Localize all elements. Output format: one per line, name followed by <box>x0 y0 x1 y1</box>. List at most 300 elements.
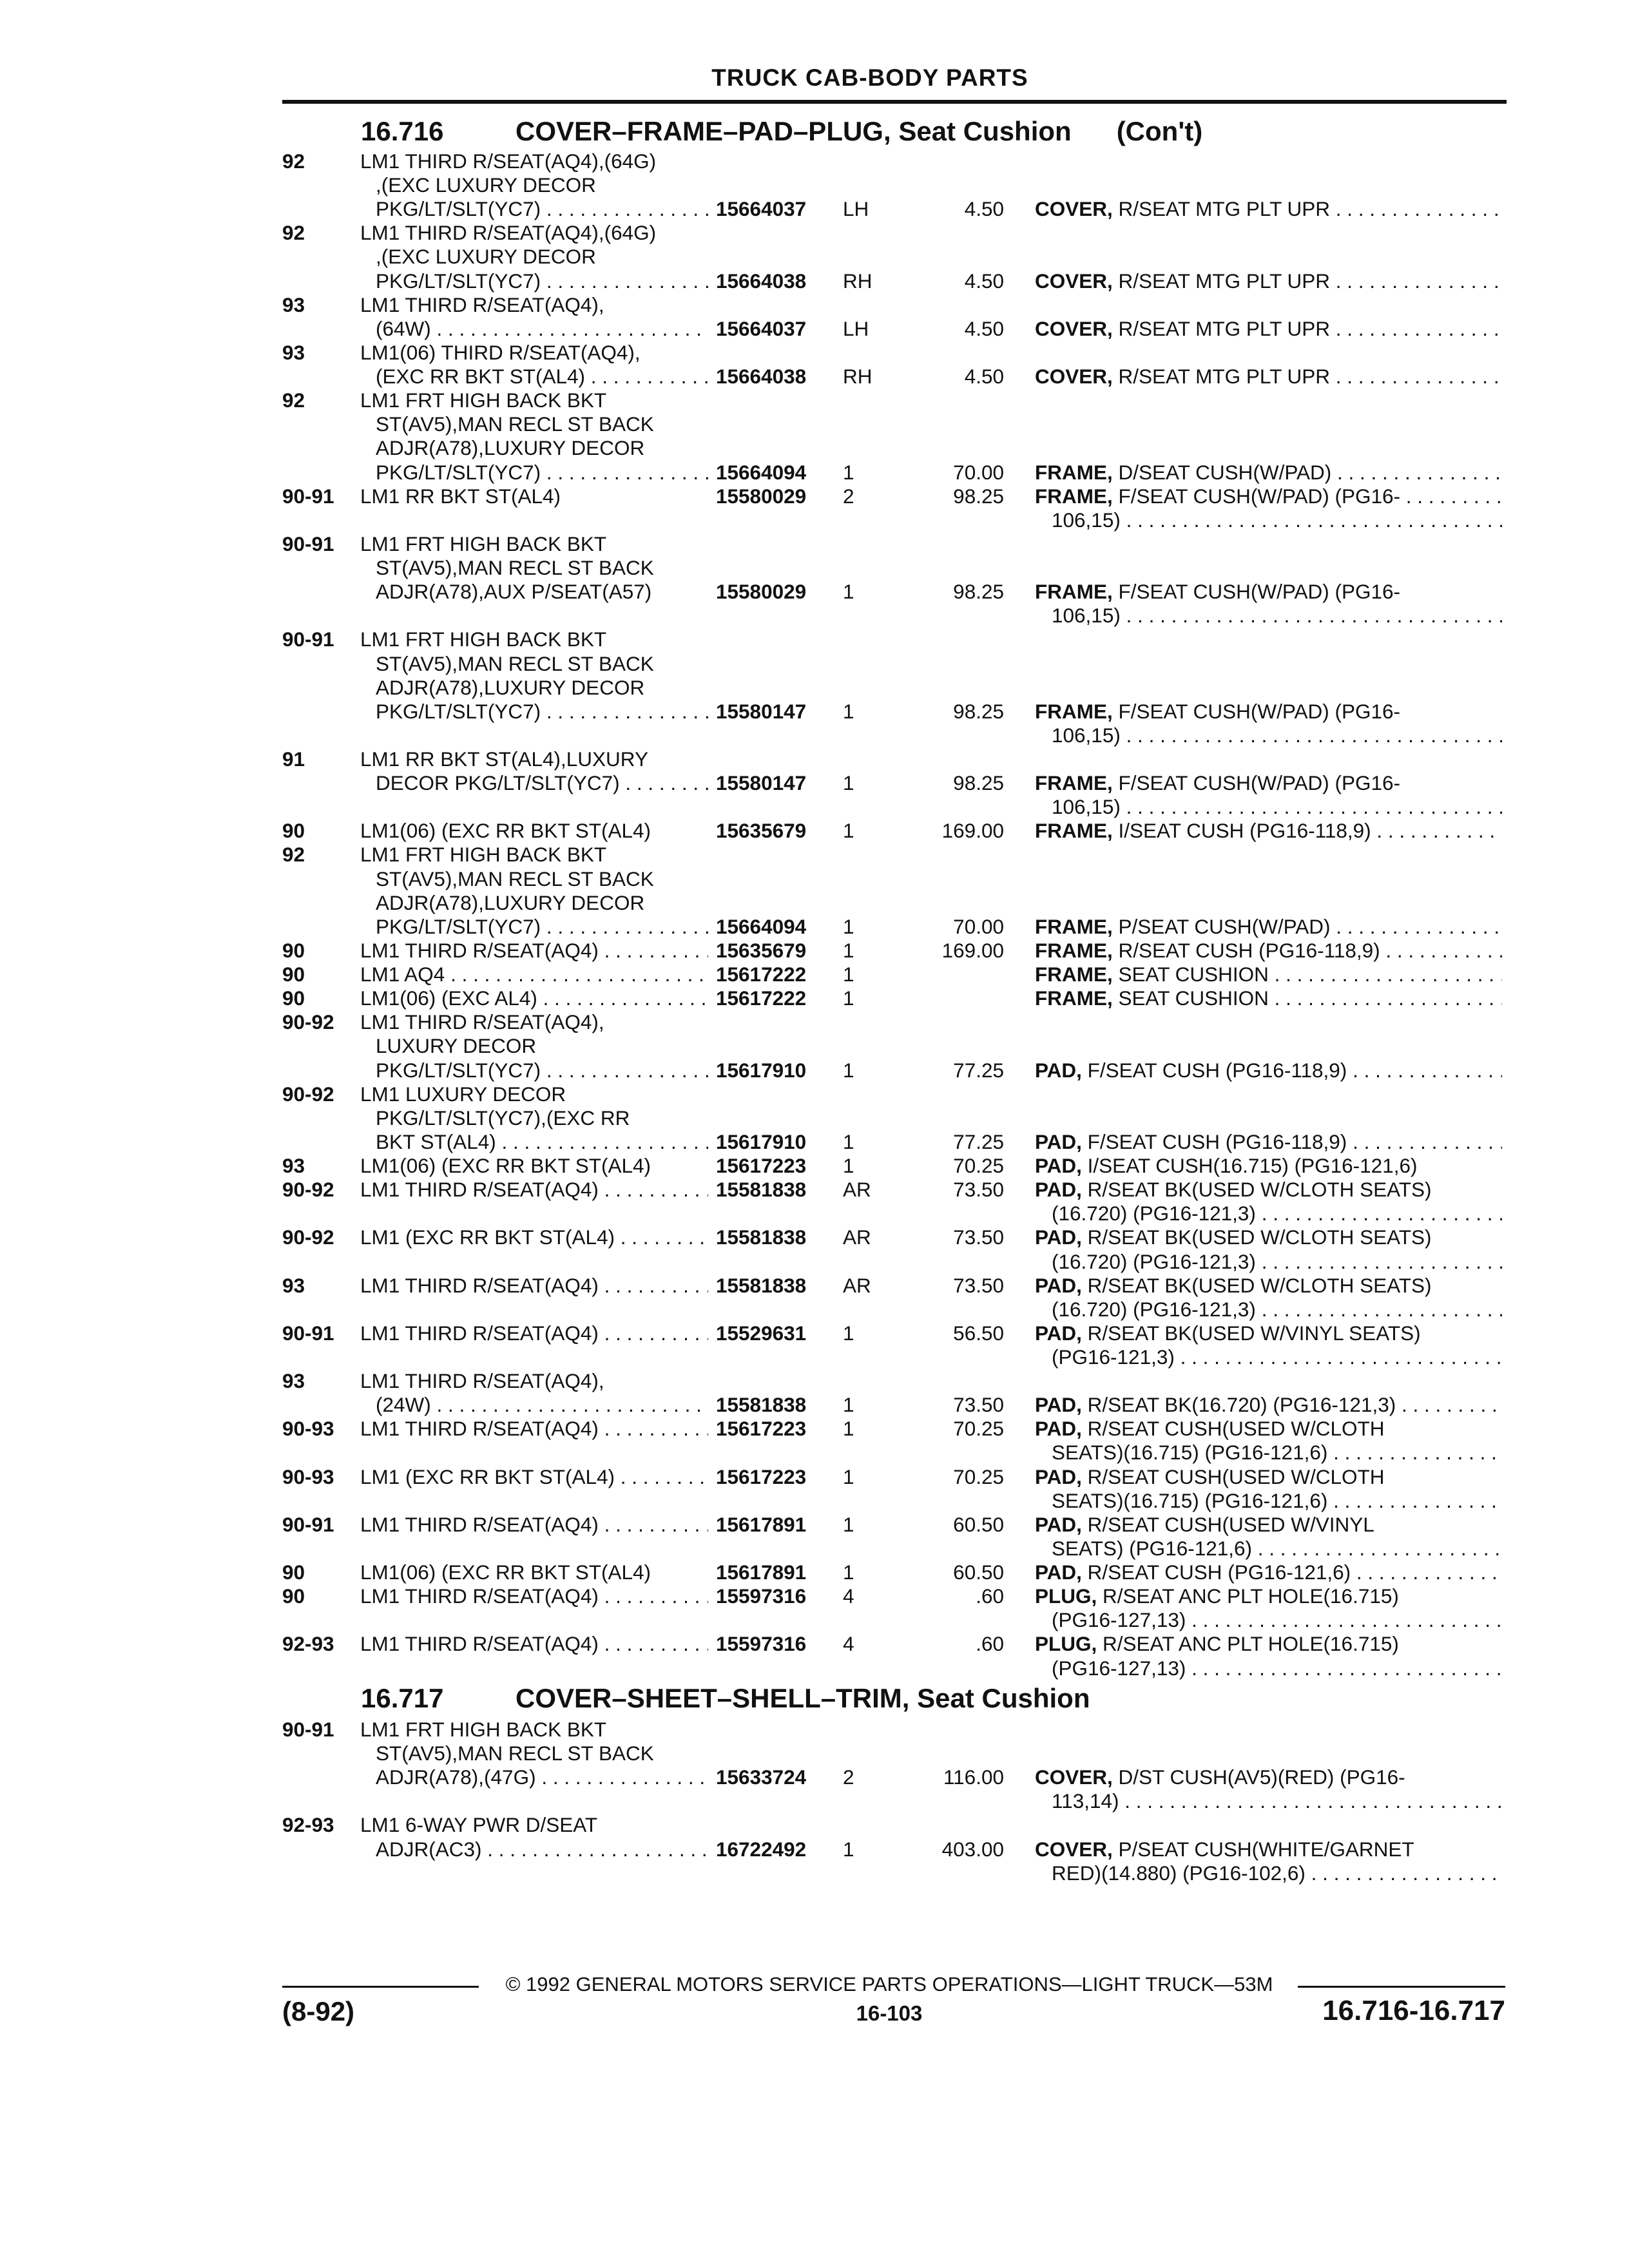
list-price: 98.25 <box>953 699 1004 723</box>
list-price: 4.50 <box>964 316 1004 340</box>
part-name-noun: FRAME, <box>1035 460 1113 484</box>
parts-row <box>0 269 1629 293</box>
parts-row <box>0 173 1629 197</box>
usage-description: LM1 THIRD R/SEAT(AQ4) . . . <box>360 1632 708 1656</box>
part-name <box>1035 1561 1502 1584</box>
quantity: RH <box>843 269 872 293</box>
part-name-noun: PAD, <box>1035 1393 1082 1417</box>
part-name <box>1035 485 1502 508</box>
usage-description: LM1(06) THIRD R/SEAT(AQ4), <box>360 340 641 364</box>
footer-date-code: (8-92) <box>282 1996 355 2026</box>
list-price: 70.25 <box>953 1154 1004 1178</box>
section-title: COVER–FRAME–PAD–PLUG, Seat Cushion <box>516 116 1072 146</box>
usage-description: LM1 (EXC RR BKT ST(AL4) . . . <box>360 1225 708 1249</box>
parts-row <box>0 1106 1629 1130</box>
usage-description: LM1(06) (EXC AL4) . . . <box>360 986 708 1010</box>
part-name <box>1035 269 1502 293</box>
part-name-continued: (16.720) (PG16-121,3) . . . <box>1052 1250 1502 1274</box>
usage-description: LM1 THIRD R/SEAT(AQ4), <box>360 293 604 316</box>
parts-row <box>0 1742 1629 1765</box>
parts-row <box>0 1274 1629 1298</box>
parts-row <box>0 676 1629 700</box>
parts-row <box>0 771 1629 795</box>
quantity: AR <box>843 1273 871 1297</box>
quantity: 1 <box>843 1393 854 1417</box>
part-number: 15635679 <box>716 938 807 962</box>
parts-row <box>0 293 1629 317</box>
part-name-noun: PAD, <box>1035 1273 1082 1297</box>
part-number: 15581838 <box>716 1273 807 1297</box>
part-name-detail: F/SEAT CUSH(W/PAD) (PG16- <box>1112 580 1401 604</box>
usage-description: PKG/LT/SLT(YC7) . . . <box>376 197 708 221</box>
part-name <box>1035 700 1502 724</box>
quantity: 1 <box>843 1837 854 1861</box>
list-price: 70.00 <box>953 460 1004 484</box>
list-price: 70.00 <box>953 914 1004 938</box>
list-price: 116.00 <box>943 1765 1004 1789</box>
part-name-detail: R/SEAT MTG PLT UPR <box>1112 365 1331 389</box>
list-price: 403.00 <box>941 1837 1004 1861</box>
footer-rule-left <box>282 1986 479 1988</box>
part-name <box>1035 1513 1502 1537</box>
part-name <box>1035 1584 1502 1608</box>
parts-row <box>0 1417 1629 1441</box>
part-name-noun: FRAME, <box>1035 938 1113 962</box>
usage-description: LM1 6-WAY PWR D/SEAT <box>360 1813 598 1837</box>
quantity: RH <box>843 365 872 389</box>
usage-description: LM1 THIRD R/SEAT(AQ4) . . . <box>360 1513 708 1537</box>
parts-row <box>0 747 1629 771</box>
usage-description: LM1 THIRD R/SEAT(AQ4), <box>360 1369 604 1393</box>
parts-row <box>0 1813 1629 1837</box>
parts-row <box>0 1345 1629 1369</box>
quantity: 1 <box>843 580 854 604</box>
part-name-noun: PAD, <box>1035 1154 1082 1178</box>
part-name-detail: R/SEAT MTG PLT UPR <box>1112 269 1331 293</box>
part-name-noun: FRAME, <box>1035 580 1113 604</box>
part-name-noun: PLUG, <box>1035 1632 1097 1656</box>
part-name-continued: 113,14) . . . <box>1052 1789 1502 1813</box>
part-name-continued: (16.720) (PG16-121,3) . . . <box>1052 1298 1502 1321</box>
usage-description: DECOR PKG/LT/SLT(YC7) . . . <box>376 771 708 795</box>
parts-row <box>0 317 1629 341</box>
model-year-key: 93 <box>282 1369 305 1393</box>
section-heading <box>361 1683 1090 1714</box>
parts-row <box>0 1202 1629 1225</box>
part-name <box>1035 963 1502 986</box>
part-name-detail: R/SEAT BK(USED W/VINYL SEATS) <box>1081 1321 1421 1345</box>
usage-description: LM1 FRT HIGH BACK BKT <box>360 389 607 412</box>
part-name-noun: COVER, <box>1035 1765 1113 1789</box>
parts-row <box>0 986 1629 1010</box>
model-year-key: 90 <box>282 1584 305 1608</box>
part-name-noun: PAD, <box>1035 1225 1082 1249</box>
model-year-key: 93 <box>282 1154 305 1178</box>
list-price: 77.25 <box>953 1129 1004 1153</box>
model-year-key: 92 <box>282 389 305 412</box>
section-title: COVER–SHEET–SHELL–TRIM, Seat Cushion <box>516 1683 1090 1713</box>
parts-row <box>0 891 1629 915</box>
list-price: .60 <box>976 1632 1004 1656</box>
usage-description: ,(EXC LUXURY DECOR <box>376 173 596 197</box>
parts-row <box>0 1657 1629 1680</box>
part-name-continued: 106,15) . . . <box>1052 795 1502 819</box>
list-price: 4.50 <box>964 269 1004 293</box>
usage-description: LM1 (EXC RR BKT ST(AL4) . . . <box>360 1465 708 1489</box>
model-year-key: 93 <box>282 1273 305 1297</box>
parts-row <box>0 1369 1629 1393</box>
quantity: 1 <box>843 1154 854 1178</box>
usage-description: LM1 FRT HIGH BACK BKT <box>360 628 607 651</box>
parts-row <box>0 245 1629 269</box>
quantity: LH <box>843 316 869 340</box>
footer-rule-right <box>1298 1986 1505 1988</box>
section-number: 16.716 <box>361 116 444 146</box>
part-name <box>1035 1130 1502 1154</box>
model-year-key: 90-92 <box>282 1082 334 1106</box>
part-name-noun: FRAME, <box>1035 914 1113 938</box>
usage-description: PKG/LT/SLT(YC7) . . . <box>376 1059 708 1082</box>
parts-row <box>0 1250 1629 1274</box>
model-year-key: 90-91 <box>282 484 334 508</box>
model-year-key: 90-92 <box>282 1225 334 1249</box>
part-number: 15617223 <box>716 1465 807 1488</box>
parts-row <box>0 412 1629 436</box>
parts-row <box>0 1718 1629 1742</box>
parts-row <box>0 389 1629 412</box>
parts-row <box>0 1561 1629 1584</box>
usage-description: LM1 THIRD R/SEAT(AQ4) . . . <box>360 1584 708 1608</box>
footer-section-range: 16.716-16.717 <box>1322 1995 1505 2026</box>
quantity: 1 <box>843 771 854 795</box>
usage-description: LM1(06) (EXC RR BKT ST(AL4) <box>360 1561 651 1584</box>
part-name-noun: PAD, <box>1035 1465 1082 1488</box>
part-name-noun: FRAME, <box>1035 699 1113 723</box>
section-continued: (Con't) <box>1116 116 1203 146</box>
part-number: 16722492 <box>716 1837 807 1861</box>
parts-row <box>0 1010 1629 1034</box>
parts-row <box>0 819 1629 843</box>
usage-description: (64W) . . . <box>376 317 708 341</box>
usage-description: LM1 RR BKT ST(AL4),LUXURY <box>360 747 648 771</box>
usage-description: (EXC RR BKT ST(AL4) . . . <box>376 365 708 389</box>
model-year-key: 90 <box>282 819 305 843</box>
list-price: 60.50 <box>953 1561 1004 1584</box>
quantity: 1 <box>843 986 854 1010</box>
quantity: 1 <box>843 938 854 962</box>
list-price: .60 <box>976 1584 1004 1608</box>
quantity: 1 <box>843 460 854 484</box>
usage-description: PKG/LT/SLT(YC7) . . . <box>376 915 708 939</box>
part-name-detail: R/SEAT BK(USED W/CLOTH SEATS) <box>1081 1225 1432 1249</box>
list-price: 73.50 <box>953 1273 1004 1297</box>
part-name-detail: R/SEAT MTG PLT UPR <box>1112 197 1331 221</box>
parts-row <box>0 1393 1629 1417</box>
part-name-detail: SEAT CUSHION <box>1112 963 1269 986</box>
part-number: 15581838 <box>716 1225 807 1249</box>
parts-row <box>0 1861 1629 1885</box>
part-name-noun: COVER, <box>1035 269 1113 293</box>
part-name-detail: D/SEAT CUSH(W/PAD) <box>1112 460 1332 484</box>
usage-description: LM1 THIRD R/SEAT(AQ4),(64G) <box>360 221 657 245</box>
model-year-key: 92 <box>282 221 305 245</box>
part-name-continued: SEATS)(16.715) (PG16-121,6) . . . <box>1052 1441 1502 1465</box>
part-name <box>1035 1632 1502 1656</box>
model-year-key: 93 <box>282 293 305 316</box>
part-name-noun: PAD, <box>1035 1129 1082 1153</box>
quantity: 1 <box>843 1321 854 1345</box>
part-name-detail: R/SEAT BK(USED W/CLOTH SEATS) <box>1081 1178 1432 1202</box>
parts-row <box>0 1632 1629 1656</box>
list-price: 70.25 <box>953 1417 1004 1441</box>
list-price: 98.25 <box>953 484 1004 508</box>
part-name-continued: (PG16-127,13) . . . <box>1052 1608 1502 1632</box>
usage-description: PKG/LT/SLT(YC7) . . . <box>376 700 708 724</box>
parts-row <box>0 867 1629 891</box>
part-number: 15664037 <box>716 316 807 340</box>
parts-row <box>0 1765 1629 1789</box>
part-number: 15617891 <box>716 1561 807 1584</box>
model-year-key: 92 <box>282 843 305 867</box>
list-price: 98.25 <box>953 771 1004 795</box>
part-name-noun: PAD, <box>1035 1058 1082 1082</box>
usage-description: LM1 THIRD R/SEAT(AQ4),(64G) <box>360 149 657 173</box>
part-number: 15664094 <box>716 460 807 484</box>
model-year-key: 91 <box>282 747 305 771</box>
parts-row <box>0 795 1629 819</box>
parts-row <box>0 1489 1629 1513</box>
parts-row <box>0 1608 1629 1632</box>
part-number: 15664038 <box>716 365 807 389</box>
quantity: 1 <box>843 1512 854 1536</box>
model-year-key: 92-93 <box>282 1813 334 1837</box>
part-name-noun: COVER, <box>1035 1837 1113 1861</box>
usage-description: ADJR(A78),AUX P/SEAT(A57) <box>376 580 652 604</box>
parts-row <box>0 1584 1629 1608</box>
part-name <box>1035 1178 1502 1202</box>
part-name-noun: COVER, <box>1035 365 1113 389</box>
part-name-continued: RED)(14.880) (PG16-102,6) . . . <box>1052 1861 1502 1885</box>
list-price: 70.25 <box>953 1465 1004 1488</box>
usage-description: LM1 LUXURY DECOR <box>360 1082 566 1106</box>
section-number: 16.717 <box>361 1683 444 1713</box>
parts-row <box>0 939 1629 963</box>
part-name-continued: (16.720) (PG16-121,3) . . . <box>1052 1202 1502 1225</box>
part-name <box>1035 1225 1502 1249</box>
parts-row <box>0 149 1629 173</box>
part-number: 15580147 <box>716 771 807 795</box>
parts-row <box>0 580 1629 604</box>
usage-description: BKT ST(AL4) . . . <box>376 1130 708 1154</box>
part-name <box>1035 771 1502 795</box>
part-name-continued: 106,15) . . . <box>1052 508 1502 532</box>
part-name <box>1035 939 1502 963</box>
parts-row <box>0 1225 1629 1249</box>
part-name <box>1035 819 1502 843</box>
part-name-detail: P/SEAT CUSH(WHITE/GARNET <box>1112 1837 1414 1861</box>
parts-row <box>0 1034 1629 1058</box>
usage-description: PKG/LT/SLT(YC7) . . . <box>376 269 708 293</box>
part-number: 15635679 <box>716 819 807 843</box>
quantity: 4 <box>843 1632 854 1656</box>
part-name <box>1035 1059 1502 1082</box>
list-price: 56.50 <box>953 1321 1004 1345</box>
part-name-noun: PAD, <box>1035 1512 1082 1536</box>
usage-description: ADJR(A78),LUXURY DECOR <box>376 675 645 699</box>
part-name <box>1035 1393 1502 1417</box>
part-name-continued: 106,15) . . . <box>1052 724 1502 747</box>
part-number: 15664038 <box>716 269 807 293</box>
part-name-detail: R/SEAT CUSH (PG16-118,9) <box>1112 938 1380 962</box>
usage-description: ST(AV5),MAN RECL ST BACK <box>376 651 654 675</box>
header-rule <box>282 100 1507 104</box>
quantity: 1 <box>843 963 854 986</box>
usage-description: PKG/LT/SLT(YC7) . . . <box>376 461 708 485</box>
usage-description: LM1 THIRD R/SEAT(AQ4) . . . <box>360 1321 708 1345</box>
part-name-continued: 106,15) . . . <box>1052 604 1502 628</box>
usage-description: LM1 THIRD R/SEAT(AQ4) . . . <box>360 1178 708 1202</box>
usage-description: (24W) . . . <box>376 1393 708 1417</box>
part-name <box>1035 1838 1502 1861</box>
part-number: 15617223 <box>716 1154 807 1178</box>
part-number: 15617910 <box>716 1058 807 1082</box>
usage-description: LM1 AQ4 . . . <box>360 963 708 986</box>
part-number: 15617223 <box>716 1417 807 1441</box>
parts-row <box>0 341 1629 365</box>
usage-description: LM1 THIRD R/SEAT(AQ4) . . . <box>360 1417 708 1441</box>
part-name-continued: (PG16-121,3) . . . <box>1052 1345 1502 1369</box>
parts-row <box>0 1059 1629 1082</box>
quantity: 1 <box>843 819 854 843</box>
part-name-noun: FRAME, <box>1035 819 1113 843</box>
list-price: 4.50 <box>964 365 1004 389</box>
footer-copyright: © 1992 GENERAL MOTORS SERVICE PARTS OPERATIONS—LIGHT TRUCK—53M <box>505 1973 1273 1995</box>
part-number: 15580029 <box>716 580 807 604</box>
parts-row <box>0 843 1629 867</box>
model-year-key: 90-93 <box>282 1465 334 1488</box>
list-price: 73.50 <box>953 1393 1004 1417</box>
part-number: 15580147 <box>716 699 807 723</box>
model-year-key: 90 <box>282 986 305 1010</box>
usage-description: ST(AV5),MAN RECL ST BACK <box>376 412 654 436</box>
part-name <box>1035 915 1502 939</box>
parts-row <box>0 532 1629 556</box>
parts-row <box>0 1321 1629 1345</box>
quantity: AR <box>843 1225 871 1249</box>
list-price: 98.25 <box>953 580 1004 604</box>
part-name <box>1035 1765 1502 1789</box>
part-name <box>1035 365 1502 389</box>
parts-row <box>0 197 1629 221</box>
parts-row <box>0 1130 1629 1154</box>
part-name-noun: PAD, <box>1035 1178 1082 1202</box>
list-price: 73.50 <box>953 1225 1004 1249</box>
list-price: 60.50 <box>953 1512 1004 1536</box>
list-price: 4.50 <box>964 197 1004 221</box>
list-price: 169.00 <box>941 819 1004 843</box>
part-number: 15581838 <box>716 1178 807 1202</box>
usage-description: LM1 FRT HIGH BACK BKT <box>360 843 607 867</box>
part-name-detail: R/SEAT MTG PLT UPR <box>1112 316 1331 340</box>
model-year-key: 90 <box>282 1561 305 1584</box>
section-heading <box>361 116 1202 147</box>
part-name-detail: F/SEAT CUSH(W/PAD) (PG16- <box>1112 699 1401 723</box>
parts-row <box>0 1465 1629 1489</box>
usage-description: ST(AV5),MAN RECL ST BACK <box>376 867 654 890</box>
model-year-key: 90-92 <box>282 1010 334 1034</box>
part-number: 15597316 <box>716 1584 807 1608</box>
quantity: 1 <box>843 1129 854 1153</box>
part-name-noun: FRAME, <box>1035 771 1113 795</box>
parts-row <box>0 461 1629 485</box>
model-year-key: 90 <box>282 963 305 986</box>
parts-row <box>0 1537 1629 1561</box>
model-year-key: 93 <box>282 340 305 364</box>
part-name-detail: R/SEAT BK(USED W/CLOTH SEATS) <box>1081 1273 1432 1297</box>
quantity: 1 <box>843 1417 854 1441</box>
part-name <box>1035 461 1502 485</box>
part-name <box>1035 1465 1502 1489</box>
part-number: 15597316 <box>716 1632 807 1656</box>
part-name-detail: F/SEAT CUSH(W/PAD) (PG16- <box>1112 484 1401 508</box>
usage-description: LUXURY DECOR <box>376 1034 537 1058</box>
parts-row <box>0 556 1629 580</box>
part-name-detail: R/SEAT BK(16.720) (PG16-121,3) <box>1081 1393 1396 1417</box>
parts-row <box>0 221 1629 245</box>
part-name-noun: PAD, <box>1035 1417 1082 1441</box>
model-year-key: 90-91 <box>282 628 334 651</box>
model-year-key: 90 <box>282 938 305 962</box>
quantity: 2 <box>843 484 854 508</box>
list-price: 169.00 <box>941 938 1004 962</box>
part-number: 15664037 <box>716 197 807 221</box>
parts-row <box>0 724 1629 747</box>
part-name-detail: R/SEAT ANC PLT HOLE(16.715) <box>1097 1632 1399 1656</box>
part-number: 15581838 <box>716 1393 807 1417</box>
parts-row <box>0 365 1629 389</box>
parts-row <box>0 1789 1629 1813</box>
parts-row <box>0 1513 1629 1537</box>
parts-row <box>0 485 1629 508</box>
page-header-title: TRUCK CAB-BODY PARTS <box>711 64 1028 91</box>
usage-description: LM1 THIRD R/SEAT(AQ4), <box>360 1010 604 1034</box>
quantity: AR <box>843 1178 871 1202</box>
part-name-detail: I/SEAT CUSH (PG16-118,9) <box>1112 819 1371 843</box>
quantity: 1 <box>843 914 854 938</box>
parts-row <box>0 1154 1629 1178</box>
part-name <box>1035 580 1502 604</box>
usage-description: ADJR(A78),(47G) . . . <box>376 1765 708 1789</box>
parts-row <box>0 1178 1629 1202</box>
part-name-detail: R/SEAT ANC PLT HOLE(16.715) <box>1097 1584 1399 1608</box>
usage-description: PKG/LT/SLT(YC7),(EXC RR <box>376 1106 630 1129</box>
part-name-noun: FRAME, <box>1035 986 1113 1010</box>
part-number: 15529631 <box>716 1321 807 1345</box>
parts-row <box>0 652 1629 676</box>
part-number: 15617910 <box>716 1129 807 1153</box>
usage-description: ST(AV5),MAN RECL ST BACK <box>376 556 654 580</box>
model-year-key: 90-92 <box>282 1178 334 1202</box>
usage-description: LM1 FRT HIGH BACK BKT <box>360 1718 607 1741</box>
part-name <box>1035 197 1502 221</box>
usage-description: LM1(06) (EXC RR BKT ST(AL4) <box>360 1154 651 1178</box>
usage-description: ADJR(AC3) . . . <box>376 1838 708 1861</box>
part-name <box>1035 986 1502 1010</box>
part-name-noun: PAD, <box>1035 1561 1082 1584</box>
quantity: 2 <box>843 1765 854 1789</box>
parts-row <box>0 508 1629 532</box>
usage-description: LM1 FRT HIGH BACK BKT <box>360 532 607 555</box>
